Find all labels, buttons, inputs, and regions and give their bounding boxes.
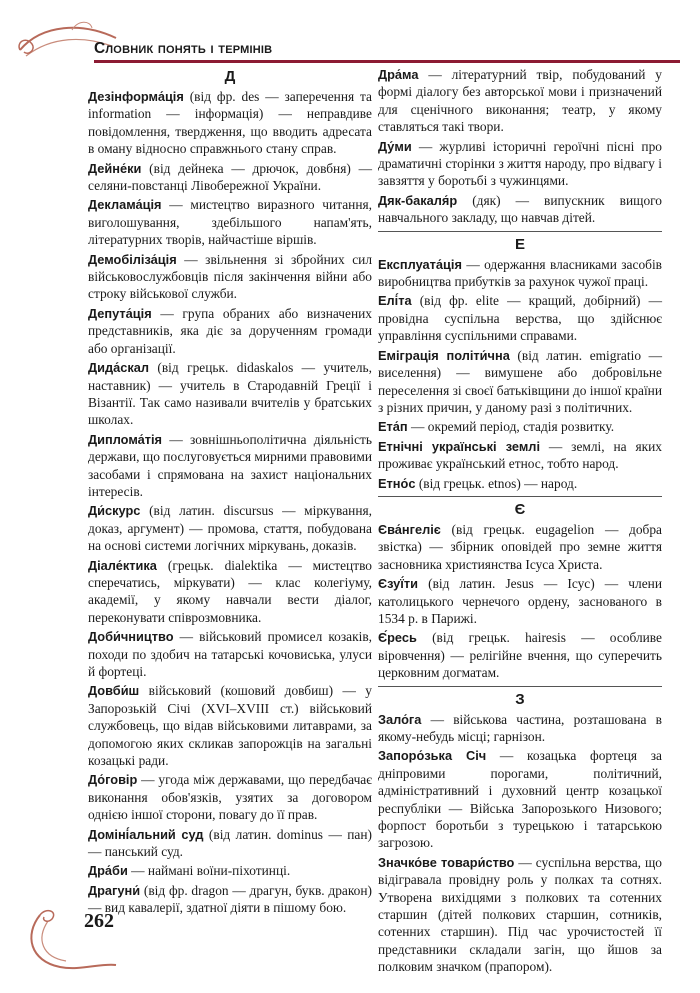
entry-definition: (від латин. dominus — пан) — панський суд. bbox=[88, 826, 372, 860]
glossary-entry bbox=[378, 292, 662, 344]
entry-definition: — одержання власниками засобів виробництва прибутків за рахунок чужої праці. bbox=[378, 256, 662, 290]
entry-term: Єва́нгеліє bbox=[378, 521, 441, 537]
glossary-entry bbox=[378, 475, 662, 492]
entry-definition: (від фр. elite — кращий, добірний) — провідна суспільна верства, що здійснює управління суспільними справами. bbox=[378, 293, 662, 344]
glossary-entry bbox=[88, 196, 372, 248]
glossary-entry bbox=[378, 747, 662, 851]
glossary-entry bbox=[88, 431, 372, 501]
entry-term: Дезінформа́ція bbox=[88, 89, 184, 104]
section-letter: Д bbox=[224, 68, 236, 85]
right-column bbox=[378, 66, 662, 978]
glossary-entry bbox=[378, 192, 662, 227]
entry-term: Довби́ш bbox=[88, 683, 140, 699]
glossary-entry bbox=[88, 628, 372, 680]
entry-definition: (від грецьк. hairesis — особливе віровчення) — релігійне вчення, що суперечить церковним догматам. bbox=[378, 630, 662, 681]
glossary-entry bbox=[378, 418, 662, 435]
entry-definition: — група обраних або визначених представників, яка діє за дорученням громади або організації. bbox=[88, 305, 372, 356]
entry-definition: — зовнішньополітична діяльність держави, що послуговується мирними правовими засобами і спрямована на захист національних інтересів. bbox=[88, 431, 372, 499]
entry-definition: (від латин. Jesus — Ісус) — члени католицького чернечого ордену, заснованого в 1534 р. в Парижі. bbox=[378, 576, 662, 626]
entry-term: Дейне́ки bbox=[88, 160, 142, 176]
entry-definition: військовий (кошовий довбиш) — у Запорозькій Січі (XVI–XVIII ст.) військовий службовець, що відав військовими литаврами, за допомогою яких скликав запорожців на загальні козацькі ради. bbox=[88, 683, 372, 769]
entry-definition: (від грецьк. didaskalos — учитель, наставник) — учитель в Стародавній Греції і Візантії. Так само називали вчителів у братських школах. bbox=[88, 360, 372, 428]
glossary-entry bbox=[88, 682, 372, 769]
glossary-entry bbox=[88, 251, 372, 303]
glossary-entry bbox=[378, 66, 662, 136]
entry-term: Елі́та bbox=[378, 293, 412, 309]
section-letter: Є bbox=[514, 500, 526, 518]
entry-term: Є́ресь bbox=[378, 630, 417, 646]
glossary-entry bbox=[378, 575, 662, 627]
entry-definition: — військова частина, розташована в якому-небудь місці; гарнізон. bbox=[378, 711, 662, 744]
glossary-entry bbox=[378, 256, 662, 291]
entry-definition: — угода між державами, що передбачає виконання обов'язків, узятих за договором однією іншої сторони, повагу до її прав. bbox=[88, 772, 372, 823]
section-letter: Е bbox=[514, 235, 525, 253]
entry-term: Депута́ція bbox=[88, 305, 152, 321]
glossary-entry bbox=[88, 160, 372, 195]
entry-definition: — звільнення зі збройних сил військовослужбовців після закінчення війни або строку військової служби. bbox=[88, 251, 372, 302]
glossary-entry bbox=[88, 826, 372, 861]
entry-definition: — журливі історичні героїчні пісні про драматичні сторінки з життя народу, про відвагу і завзяття у боротьбі з чужинцями. bbox=[378, 138, 662, 189]
entry-definition: — наймані воїни-піхотинці. bbox=[127, 863, 291, 879]
section-letter: З bbox=[515, 690, 525, 708]
entry-term: Єзуї́ти bbox=[378, 576, 418, 592]
entry-definition: (дяк) — випускник вищого навчального закладу, що навчав дітей. bbox=[378, 192, 662, 226]
glossary-entry bbox=[378, 711, 662, 746]
glossary-entry bbox=[88, 771, 372, 823]
entry-term: Дра́би bbox=[88, 863, 128, 879]
glossary-entry bbox=[378, 138, 662, 190]
entry-definition: (від фр. dragon — драгун, букв. дракон) — вид кавалерії, здатної діяти в пішому бою. bbox=[88, 882, 372, 916]
entry-term: Драгуни́ bbox=[88, 882, 141, 898]
entry-definition: (від дейнека — дрючок, довбня) — селяни-повстанці Лівобережної України. bbox=[88, 160, 372, 194]
glossary-entry bbox=[378, 854, 662, 976]
left-column bbox=[88, 66, 372, 919]
entry-term: Еміграція політи́чна bbox=[378, 347, 510, 363]
entry-definition: (від грецьк. eugagelion — добра звістка) — збірник оповідей про земне життя засновника християнства Ісуса Христа. bbox=[378, 521, 662, 572]
entry-definition: — літературний твір, побудований у формі діалогу без авторської мови і призначений для сценічного виконання; театр, у якому ставляться такі твори. bbox=[378, 67, 662, 135]
entry-definition: — військовий промисел козаків, походи по здобич на татарські кочовиська, улуси й фортеці. bbox=[88, 629, 372, 679]
glossary-entry bbox=[378, 521, 662, 573]
glossary-entry bbox=[378, 438, 662, 473]
entry-term: Ета́п bbox=[378, 419, 408, 435]
section-divider bbox=[378, 496, 662, 497]
entry-term: Дяк-бакаля́р bbox=[378, 192, 458, 208]
glossary-entry bbox=[88, 359, 372, 429]
glossary-entry bbox=[88, 88, 372, 158]
section-divider bbox=[378, 231, 662, 232]
page-number: 262 bbox=[84, 910, 114, 932]
entry-definition: — козацька фортеця за дніпровими порогами, політичний, адміністративний і духовний центр козацької республіки — Війська Запорозького Низового; форпост боротьби з турецькою і татарською загрозою. bbox=[378, 748, 662, 851]
entry-term: Деклама́ція bbox=[88, 197, 162, 213]
entry-definition: (від латин. discursus — міркування, доказ, аргумент) — промова, стаття, побудована на основі системи логічних міркувань, доказів. bbox=[88, 503, 372, 554]
entry-term: Зало́га bbox=[378, 711, 422, 727]
entry-definition: — окремий період, стадія розвитку. bbox=[407, 419, 615, 435]
header-rule bbox=[94, 60, 680, 63]
page-header-title: Словник понять і термінів bbox=[94, 40, 273, 57]
entry-definition: — мистецтво виразного читання, виголошування, здебільшого напам'ять, літературних творів, найчастіше віршів. bbox=[88, 197, 372, 248]
entry-term: Доміні́альний суд bbox=[88, 826, 204, 842]
entry-term: Експлуата́ція bbox=[378, 256, 462, 272]
glossary-entry bbox=[88, 862, 372, 879]
entry-definition: — суспільна верства, що відігравала провідну роль у полках та сотнях. Утворена вихідцями з полкових та сотенних старшин (дітей полкових старшин, сотників, сотенних старшин). Під час урочистостей її представники складали загін, що йшов за полковим значком (прапором). bbox=[378, 854, 663, 975]
entry-term: Ду́ми bbox=[378, 138, 412, 154]
entry-definition: (грецьк. dialektika — мистецтво сперечатись, міркувати) — клас колегіуму, академії, у якому навчали вести діалог, переконувати співрозмовника. bbox=[88, 557, 372, 625]
entry-term: Дида́скал bbox=[88, 360, 149, 376]
glossary-entry bbox=[88, 882, 372, 917]
entry-term: Етно́с bbox=[378, 475, 416, 491]
glossary-entry bbox=[378, 629, 662, 681]
entry-definition: (від латин. emigratio — виселення) — вимушене або добровільне переселення зі своєї батьківщини до іншої країни з різних причин, у даному разі з політичних. bbox=[378, 347, 662, 415]
entry-term: Дра́ма bbox=[378, 67, 419, 82]
entry-term: До́говір bbox=[88, 772, 138, 788]
entry-definition: — землі, на яких проживає український етнос, тобто народ. bbox=[378, 438, 662, 472]
section-divider bbox=[378, 686, 662, 687]
entry-term: Доби́чництво bbox=[88, 629, 174, 645]
entry-term: Демобіліза́ція bbox=[88, 251, 177, 267]
glossary-entry bbox=[378, 347, 662, 417]
entry-term: Значко́ве товари́ство bbox=[378, 854, 515, 870]
entry-definition: (від грецьк. etnos) — народ. bbox=[415, 475, 578, 491]
entry-term: Запоро́зька Січ bbox=[378, 748, 487, 764]
entry-term: Ди́скурс bbox=[88, 503, 141, 519]
entry-term: Диплома́тія bbox=[88, 431, 163, 447]
entry-definition: (від фр. des — заперечення та information — інформація) — неправдиве повідомлення, твердження, що вводить адресата в оману відносно справжнього стану справ. bbox=[88, 89, 372, 157]
glossary-entry bbox=[88, 305, 372, 357]
entry-term: Етнічні українські землі bbox=[378, 438, 540, 454]
glossary-entry bbox=[88, 557, 372, 627]
entry-term: Діале́ктика bbox=[88, 557, 157, 573]
glossary-entry bbox=[88, 502, 372, 554]
